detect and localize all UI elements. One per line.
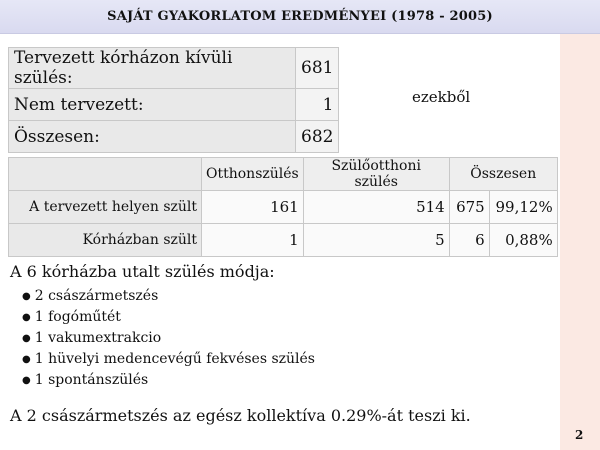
bullet-icon: ● (22, 375, 31, 386)
cell-total: 6 (449, 224, 489, 257)
summary-value-total: 682 (296, 121, 339, 153)
right-decorative-stripe (560, 34, 600, 450)
summary-text: A 2 császármetszés az egész kollektíva 0.29%-át teszi ki. (10, 406, 471, 425)
bullet-icon: ● (22, 354, 31, 365)
cell-percent: 0,88% (489, 224, 557, 257)
row-label-planned-place: A tervezett helyen szült (9, 191, 202, 224)
list-item (22, 349, 315, 370)
table-row (9, 191, 558, 224)
table-row (9, 224, 558, 257)
list-item-text: 1 spontánszülés (34, 372, 149, 388)
bullet-icon: ● (22, 312, 31, 323)
summary-label-total: Összesen: (9, 121, 296, 153)
list-item-text: 1 hüvelyi medencevégű fekvéses szülés (34, 351, 315, 367)
summary-label-unplanned: Nem tervezett: (9, 89, 296, 121)
list-item (22, 370, 315, 391)
cell-birth-center: 5 (303, 224, 449, 257)
list-item (22, 328, 315, 349)
table-row (9, 48, 339, 89)
birth-summary-table (8, 47, 339, 153)
row-label-hospital: Kórházban szült (9, 224, 202, 257)
header-birth-center: Szülőotthoni szülés (303, 158, 449, 191)
cell-birth-center: 514 (303, 191, 449, 224)
note-text: ezekből (412, 88, 471, 106)
header-total: Összesen (449, 158, 557, 191)
cell-total: 675 (449, 191, 489, 224)
summary-label-planned: Tervezett kórházon kívüli szülés: (9, 48, 296, 89)
cell-home: 1 (202, 224, 304, 257)
slide-title-bar (0, 0, 600, 34)
cell-home: 161 (202, 191, 304, 224)
list-item-text: 1 fogóműtét (34, 309, 121, 325)
cell-percent: 99,12% (489, 191, 557, 224)
list-item (22, 286, 315, 307)
table-row (9, 121, 339, 153)
table-row (9, 89, 339, 121)
methods-list (22, 286, 315, 391)
table-header-row (9, 158, 558, 191)
birth-outcome-table (8, 157, 558, 257)
page-number: 2 (575, 428, 584, 442)
header-home-birth: Otthonszülés (202, 158, 304, 191)
header-empty-cell (9, 158, 202, 191)
summary-value-planned: 681 (296, 48, 339, 89)
list-item (22, 307, 315, 328)
slide-title: SAJÁT GYAKORLATOM EREDMÉNYEI (1978 - 2005) (107, 9, 493, 24)
bullet-icon: ● (22, 291, 31, 302)
bullet-icon: ● (22, 333, 31, 344)
methods-heading: A 6 kórházba utalt szülés módja: (10, 262, 275, 281)
list-item-text: 1 vakumextrakcio (34, 330, 162, 346)
summary-value-unplanned: 1 (296, 89, 339, 121)
list-item-text: 2 császármetszés (34, 288, 159, 304)
